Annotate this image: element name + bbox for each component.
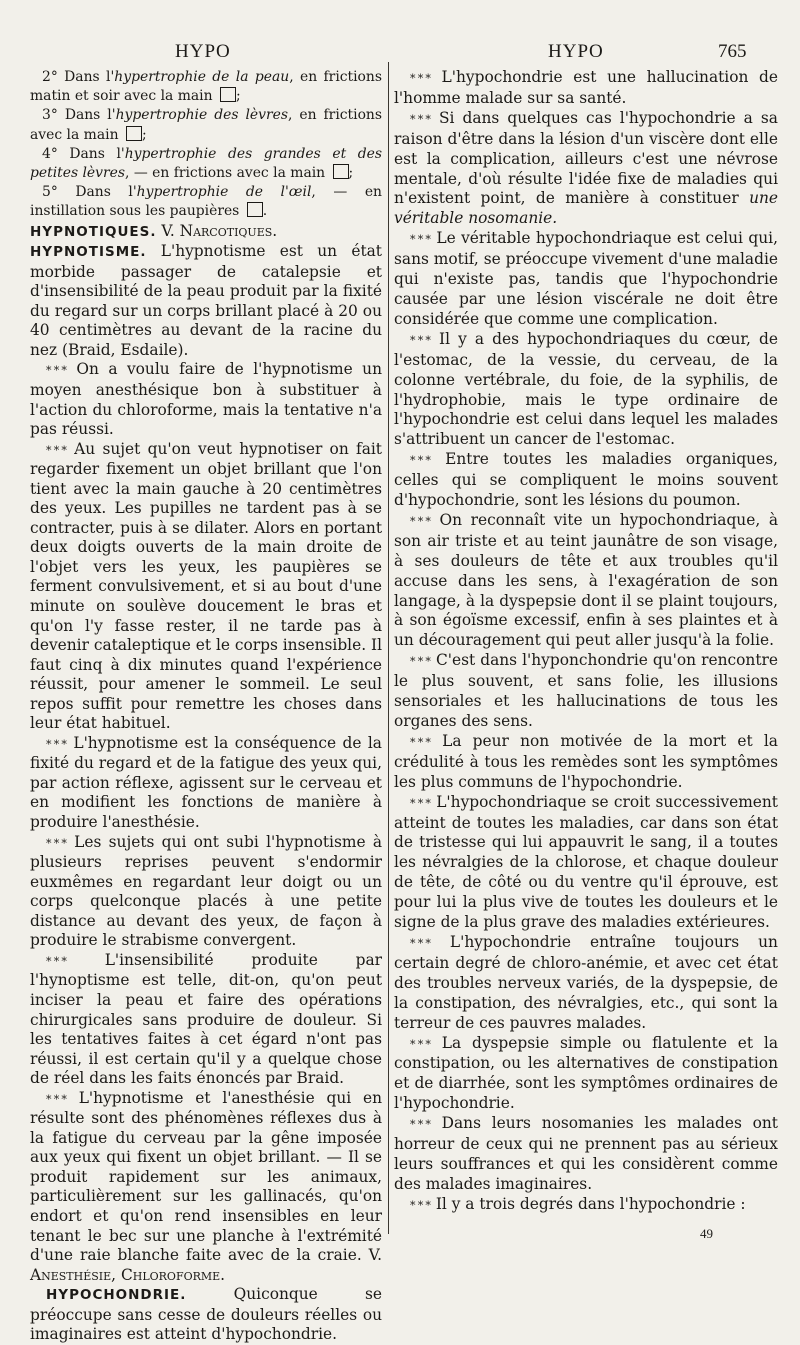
asterism-icon: * * * (410, 735, 431, 749)
asterism-icon: * * * (410, 514, 431, 528)
asterism-icon: * * * (46, 1092, 67, 1106)
left-running-head: HYPO (175, 41, 231, 62)
square-symbol-icon (126, 126, 142, 141)
left-column (30, 68, 382, 1345)
paragraph: * * * Il y a trois degrés dans l'hypochondrie : (410, 1194, 746, 1213)
signature-mark: 49 (700, 1226, 713, 1241)
paragraph: * * * Dans leurs nosomanies les malades ont horreur de ceux qui ne prennent pas au sérieux leurs souffrances et qui les considèrent comme des malades imaginaires. (394, 1114, 778, 1193)
asterism-icon: * * * (410, 936, 431, 950)
entry-term: HYPNOTISME. (30, 244, 147, 261)
paragraph: * * * L'hypochondrie est une hallucination de l'homme malade sur sa santé. (394, 68, 778, 107)
asterism-icon: * * * (410, 72, 431, 85)
asterism-icon: * * * (410, 112, 431, 126)
paragraph: * * * Si dans quelques cas l'hypochondrie a sa raison d'être dans la lésion d'un viscère dont elle est la complication, ailleurs c'est une névrose mentale, d'où résulte l'idée fixe de maladies qui n'existent point, de manière à constituer une véritable nosomanie. (394, 108, 778, 228)
asterism-icon: * * * (410, 1037, 431, 1051)
paragraph: * * * Au sujet qu'on veut hypnotiser on fait regarder fixement un objet brillant que l'on tient avec la main gauche à 20 centimètres des yeux. Les pupilles ne tardent pas à se contracter, puis à se dilater. Alors en portant deux doigts ouverts de la main droite de l'objet vers les yeux, les paupières se ferment convulsivement, et si au bout d'une minute on soulève doucement le bras et qu'on l'y fasse rester, il ne tarde pas à devenir cataleptique et le corps insensible. Il faut cinq à dix minutes quand l'expérience réussit, pour amener le sommeil. Le seul repos suffit pour remettre les choses dans leur état habituel. (30, 439, 382, 733)
list-item: 2° Dans l'hypertrophie de la peau, en frictions matin et soir avec la main ; (30, 69, 382, 105)
entry-hypnotisme: HYPNOTISME. L'hypnotisme est un état morbide passager de catalepsie et d'insensibilité de la peau produit par la fixité du regard sur un corps brillant placé à 20 ou 40 centimètres au devant de la racine du nez (Braid, Esdaile). (30, 242, 382, 359)
asterism-icon: * * * (46, 364, 67, 378)
entry-term: HYPOCHONDRIE. (46, 1287, 187, 1304)
paragraph: * * * L'hypnotisme et l'anesthésie qui en résulte sont des phénomènes réflexes dus à la fatigue du cerveau par la gêne imposée aux yeux qui fixent un objet brillant. — Il se produit rapidement sur les animaux, particulièrement sur les gallinacés, qu'on endort et qu'on rend insensibles en leur tenant le bec sur une planche à l'extrémité d'une raie blanche faite avec de la craie. V. Anesthésie, Chloroforme. (30, 1088, 382, 1284)
list-item: 3° Dans l'hypertrophie des lèvres, en frictions avec la main ; (30, 107, 383, 143)
asterism-icon: * * * (46, 836, 67, 850)
square-symbol-icon (333, 164, 349, 179)
column-divider (388, 62, 389, 1234)
paragraph: * * * La peur non motivée de la mort et la crédulité à tous les remèdes sont les symptômes les plus communs de l'hypochondrie. (394, 731, 778, 791)
square-symbol-icon (220, 87, 236, 102)
paragraph: * * * L'hypochondrie entraîne toujours un certain degré de chloro-anémie, et avec cet état des troubles nerveux variés, de la dyspepsie, de la constipation, des névralgies, etc., qui sont la terreur de ces pauvres malades. (394, 932, 778, 1032)
paragraph: * * * L'hypnotisme est la conséquence de la fixité du regard et de la fatigue des yeux qui, par action réflexe, agissent sur le cerveau et en modifient les fonctions de manière à produire l'anesthésie. (30, 733, 382, 832)
paragraph: * * * Le véritable hypochondriaque est celui qui, sans motif, se préoccupe vivement d'une maladie qui n'existe pas, tandis que l'hypochondrie causée par une lésion viscérale ne doit être considérée que comme une complication. (394, 229, 778, 328)
entry-hypochondrie: HYPOCHONDRIE. Quiconque se préoccupe sans cesse de douleurs réelles ou imaginaires est atteint d'hypochondrie. (30, 1285, 382, 1344)
list-item: 4° Dans l'hypertrophie des grandes et des petites lèvres, — en frictions avec la main ; (30, 145, 382, 182)
paragraph: * * * La dyspepsie simple ou flatulente et la constipation, ou les alternatives de constipation et de diarrhée, sont les symptômes ordinaires de l'hypochondrie. (394, 1033, 778, 1113)
asterism-icon: * * * (46, 443, 67, 457)
entry-hypnotiques: HYPNOTIQUES. V. Narcotiques. (30, 221, 278, 240)
asterism-icon: * * * (410, 1118, 431, 1132)
asterism-icon: * * * (410, 233, 431, 247)
entry-term: HYPNOTIQUES. (30, 223, 157, 240)
right-column (394, 68, 778, 1216)
paragraph: * * * On reconnaît vite un hypochondriaque, à son air triste et au teint jaunâtre de son visage, à ses douleurs de tête et aux troubles qu'il accuse dans les sens, à l'exagération de son langage, à la dyspepsie dont il se plaint toujours, à son égoïsme excessif, enfin à ses plaintes et à un découragement qui peut aller jusqu'à la folie. (394, 510, 778, 650)
list-item: 5° Dans l'hypertrophie de l'œil, — en instillation sous les paupières . (30, 184, 382, 220)
asterism-icon: * * * (410, 454, 431, 468)
asterism-icon: * * * (46, 737, 67, 751)
paragraph: * * * Les sujets qui ont subi l'hypnotisme à plusieurs reprises peuvent s'endormir euxmêmes en regardant leur doigt ou un corps quelconque placés à une petite distance au devant des yeux, de façon à produire le strabisme convergent. (30, 832, 382, 950)
paragraph: * * * C'est dans l'hyponchondrie qu'on rencontre le plus souvent, et sans folie, les illusions sensoriales et les hallucinations de tous les organes des sens. (394, 651, 778, 730)
asterism-icon: * * * (46, 954, 67, 968)
asterism-icon: * * * (410, 796, 431, 810)
asterism-icon: * * * (410, 333, 431, 347)
paragraph: * * * L'insensibilité produite par l'hynoptisme est telle, dit-on, qu'on peut inciser la peau et faire des opérations chirurgicales sans produire de douleur. Si les tentatives faites à cet égard n'ont pas réussi, il est certain qu'il y a quelque chose de réel dans les faits énoncés par Braid. (30, 950, 382, 1088)
page-number: 765 (718, 41, 747, 62)
remedy-list (30, 68, 382, 222)
paragraph: * * * On a voulu faire de l'hypnotisme un moyen anesthésique bon à substituer à l'action du chloroforme, mais la tentative n'a pas réussi. (30, 360, 382, 439)
paragraph: * * * Il y a des hypochondriaques du cœur, de l'estomac, de la vessie, du cerveau, de la colonne vertébrale, du foie, de la syphilis, de l'hydrophobie, mais le type ordinaire de l'hypochondrie est celui dans lequel les malades s'attribuent un cancer de l'estomac. (394, 329, 778, 449)
asterism-icon: * * * (410, 1198, 431, 1212)
right-running-head: HYPO (548, 41, 604, 62)
paragraph: * * * Entre toutes les maladies organiques, celles qui se compliquent le moins souvent d'hypochondrie, sont les lésions du poumon. (394, 450, 778, 510)
square-symbol-icon (247, 202, 263, 217)
paragraph: * * * L'hypochondriaque se croit successivement atteint de toutes les maladies, car dans son état de tristesse qui lui appauvrit le sang, il a toutes les névralgies de la chlorose, et chaque douleur de tête, de côté ou du ventre qu'il éprouve, est pour lui la plus vive de toutes les douleurs et le signe de la plus grave des maladies extérieures. (394, 792, 778, 932)
asterism-icon: * * * (410, 655, 431, 669)
